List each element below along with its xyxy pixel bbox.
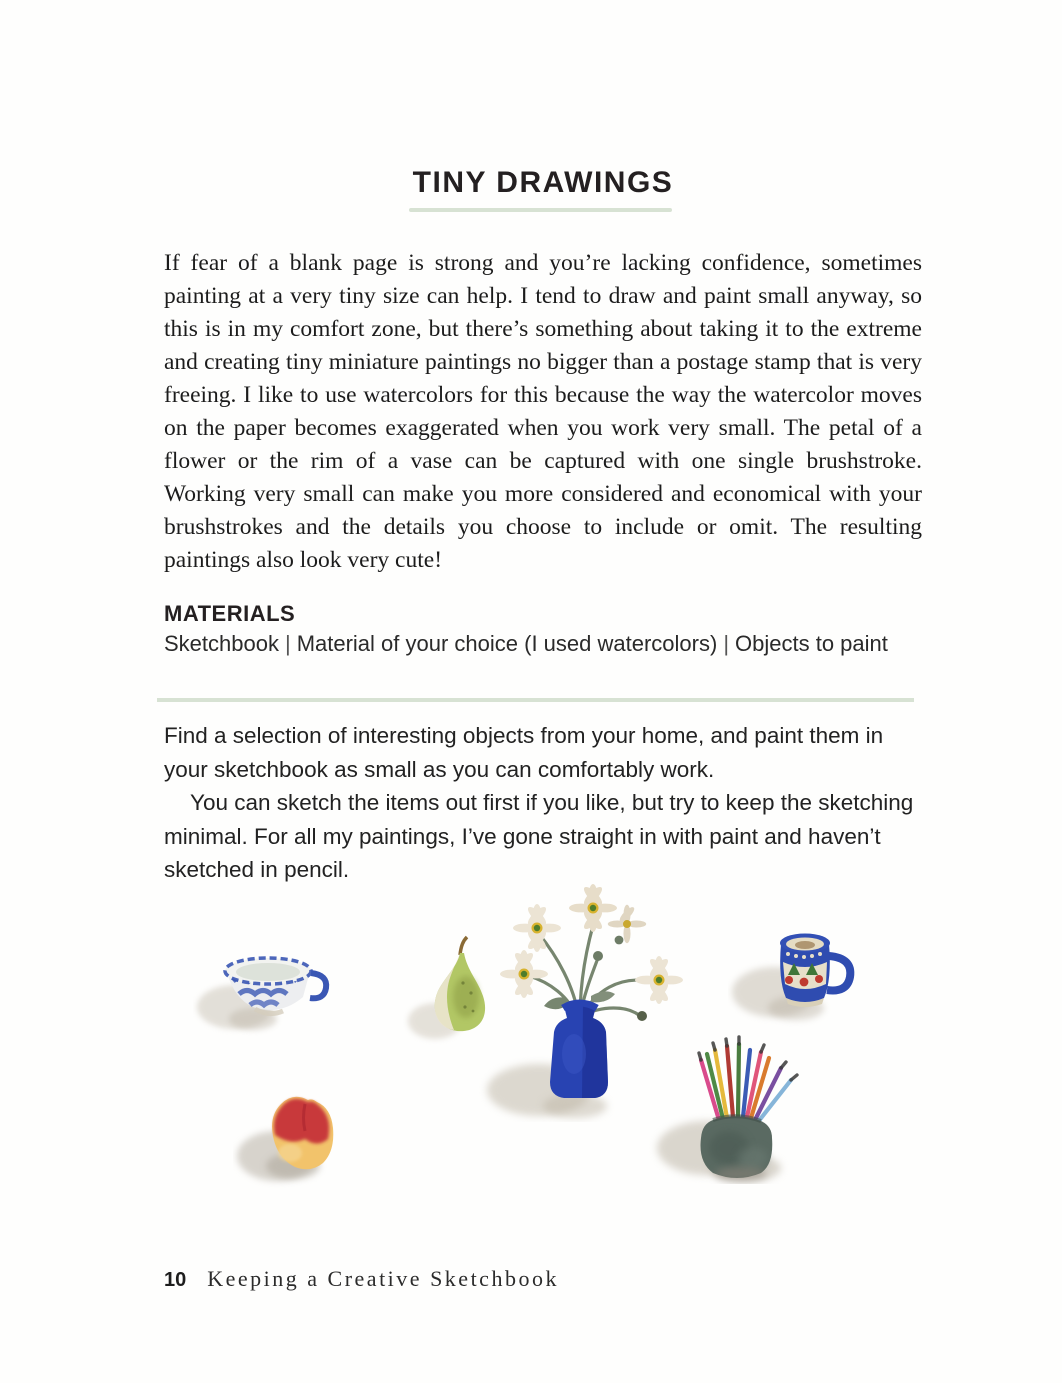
materials-item-sketchbook: Sketchbook bbox=[164, 631, 279, 656]
daisy-vase-illustration bbox=[479, 884, 691, 1122]
blue-white-cup-illustration bbox=[193, 933, 345, 1039]
title-underline-accent bbox=[409, 208, 672, 212]
materials-item-objects: Objects to paint bbox=[735, 631, 888, 656]
pencil-pot-illustration bbox=[649, 1022, 835, 1184]
materials-heading: MATERIALS bbox=[164, 601, 296, 626]
materials-separator: | bbox=[284, 631, 291, 656]
intro-paragraph: If fear of a blank page is strong and you’re lacking confidence, sometimes painting at a very tiny size can help. I tend to draw and paint small anyway, so this is in my comfort zone, but there’s something about taking it to the extreme and creating tiny miniature paintings no bigger than a postage stamp that is very freeing. I like to use watercolors for this because the way the watercolor moves on the paper becomes exaggerated when you work very small. The petal of a flower or the rim of a vase can be captured with one single brushstroke. Working very small can make you more considered and economical with your brushstrokes and the details you choose to include or omit. The resulting paintings also look very cute! bbox=[164, 250, 922, 573]
patterned-mug-illustration bbox=[728, 918, 874, 1030]
instructions-block bbox=[164, 719, 926, 887]
page-title: TINY DRAWINGS bbox=[412, 166, 674, 199]
pear-illustration bbox=[403, 933, 509, 1045]
page-footer bbox=[164, 1266, 559, 1292]
instruction-paragraph-2: You can sketch the items out first if you like, but try to keep the sketching minimal. For all my paintings, I’ve gone straight in with paint and haven’t sketched in pencil. bbox=[164, 790, 914, 882]
materials-separator: | bbox=[723, 631, 730, 656]
page-number: 10 bbox=[164, 1269, 187, 1291]
materials-line bbox=[164, 631, 934, 657]
materials-item-medium: Material of your choice (I used watercolors) bbox=[296, 631, 718, 656]
instruction-paragraph-1: Find a selection of interesting objects from your home, and paint them in your sketchbook as small as you can comfortably work. bbox=[164, 723, 884, 782]
section-divider bbox=[157, 698, 914, 702]
book-title: Keeping a Creative Sketchbook bbox=[207, 1266, 559, 1291]
peach-illustration bbox=[233, 1078, 379, 1190]
